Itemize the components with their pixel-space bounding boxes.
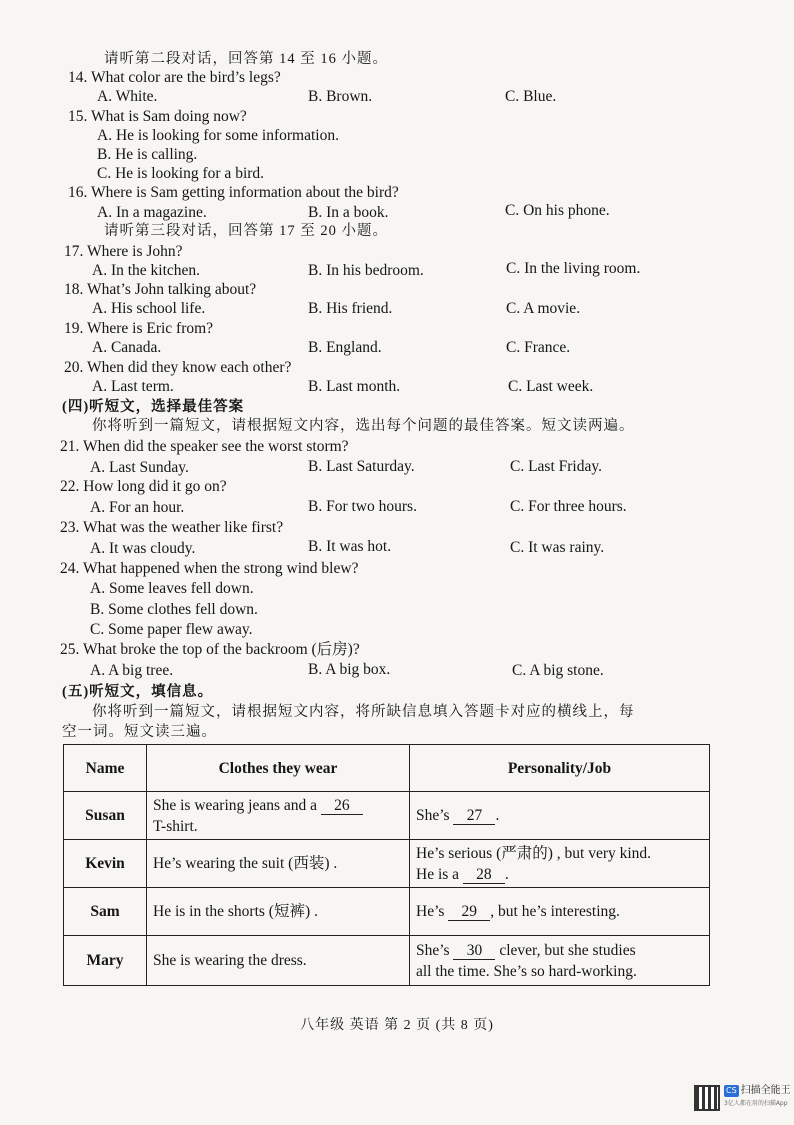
text-line: B. In his bedroom. [308,262,424,279]
text-line: A. For an hour. [90,499,185,516]
text-line: 空一词。短文读三遍。 [62,724,217,740]
text-line: B. A big box. [308,661,391,678]
text-line: 19. Where is Eric from? [64,320,214,337]
text-line: 20. When did they know each other? [64,359,292,376]
text-line: B. He is calling. [97,146,198,163]
text-line: 请听第三段对话，回答第 17 至 20 小题。 [104,223,388,239]
watermark-brand: 扫描全能王 [740,1085,791,1096]
text-line: B. It was hot. [308,538,392,555]
text-line: C. Some paper flew away. [90,621,253,638]
text-line: C. Last Friday. [510,458,602,475]
text-line: B. In a book. [308,204,389,221]
text-line: C. On his phone. [505,202,610,219]
header-name: Name [64,745,147,792]
text-line: 你将听到一篇短文，请根据短文内容，选出每个问题的最佳答案。短文读两遍。 [92,418,635,434]
blank-30: 30 [453,943,495,960]
table-row-mary [64,936,710,986]
blank-27: 27 [453,808,495,825]
row-name: Kevin [64,840,147,888]
scanner-watermark [724,1085,791,1110]
clothes-text-cont: T-shirt. [153,817,198,835]
row-name: Susan [64,792,147,840]
job-text-end: . [495,807,500,824]
job-text-cont: all the time. She’s so hard-working. [416,962,637,980]
text-line: A. In the kitchen. [92,262,201,279]
text-line: C. In the living room. [506,260,641,277]
text-line: 24. What happened when the strong wind blew? [60,560,359,577]
text-line: 22. How long did it go on? [60,478,227,495]
job-text: He’s [416,903,449,920]
text-line: 你将听到一篇短文，请根据短文内容，将所缺信息填入答题卡对应的横线上，每 [92,704,635,720]
clothes-cell: She is wearing the dress. [147,936,410,986]
text-line: A. Canada. [92,339,162,356]
table-header-row [64,745,710,792]
text-line: A. Last term. [92,378,174,395]
blank-26: 26 [321,798,363,815]
text-line: C. For three hours. [510,498,627,515]
text-line: C. It was rainy. [510,539,605,556]
text-line: A. Last Sunday. [90,459,189,476]
text-line: 请听第二段对话，回答第 14 至 16 小题。 [104,51,388,67]
job-cell: He’s serious (严肃的) , but very kind. He is a 28 . [410,840,710,888]
blank-28: 28 [463,867,505,884]
clothes-text: She is wearing jeans and a [153,796,321,814]
text-line: B. Brown. [308,88,373,105]
job-text: She’s [416,941,454,959]
header-personality: Personality/Job [410,745,710,792]
row-name: Mary [64,936,147,986]
clothes-cell: He’s wearing the suit (西装) . [147,840,410,888]
header-clothes: Clothes they wear [147,745,410,792]
text-line: 23. What was the weather like first? [60,519,284,536]
info-table [63,744,710,986]
row-name: Sam [64,888,147,936]
text-line: C. A big stone. [512,662,604,679]
text-line: 14. What color are the bird’s legs? [68,69,281,86]
text-line: 17. Where is John? [64,243,183,260]
text-line: C. Blue. [505,88,557,105]
text-line: A. His school life. [92,300,206,317]
text-line: 21. When did the speaker see the worst storm? [60,438,349,455]
job-text: She’s [416,807,454,824]
clothes-cell [147,792,410,840]
text-line: A. It was cloudy. [90,540,196,557]
text-line: 25. What broke the top of the backroom (后房)? [60,641,360,658]
table-row-kevin [64,840,710,888]
text-line: A. In a magazine. [97,204,207,221]
text-line: B. Last Saturday. [308,458,415,475]
text-line: A. White. [97,88,158,105]
text-line: C. He is looking for a bird. [97,165,265,182]
text-line: (四)听短文，选择最佳答案 [62,399,245,415]
text-line: B. His friend. [308,300,393,317]
text-line: C. Last week. [508,378,594,395]
text-line: A. A big tree. [90,662,174,679]
text-line: A. Some leaves fell down. [90,580,254,597]
text-line: C. France. [506,339,571,356]
text-line: B. England. [308,339,382,356]
job-text-cont: He is a [416,865,463,883]
table-row-sam [64,888,710,936]
job-text-end: clever, but she studies [495,941,636,959]
job-text: He’s serious (严肃的) , but very kind. [416,844,652,862]
text-line: A. He is looking for some information. [97,127,339,144]
camscanner-logo-icon: CS [726,1086,737,1095]
job-cell [410,936,710,986]
watermark-sub: 3亿人都在用的扫描App [724,1100,788,1107]
text-line: 15. What is Sam doing now? [68,108,247,125]
job-cell [410,792,710,840]
text-line: 16. Where is Sam getting information about the bird? [68,184,399,201]
table-row-susan [64,792,710,840]
text-line: B. Last month. [308,378,401,395]
text-line: (五)听短文，填信息。 [62,684,214,700]
page-footer: 八年级 英语 第 2 页 (共 8 页) [300,1018,494,1033]
qr-code-icon [694,1085,720,1111]
text-line: 18. What’s John talking about? [64,281,257,298]
job-cell [410,888,710,936]
blank-29: 29 [448,904,490,921]
text-line: C. A movie. [506,300,581,317]
clothes-cell: He is in the shorts (短裤) . [147,888,410,936]
text-line: B. For two hours. [308,498,417,515]
job-text-end: , but he’s interesting. [490,903,620,920]
text-line: B. Some clothes fell down. [90,601,258,618]
